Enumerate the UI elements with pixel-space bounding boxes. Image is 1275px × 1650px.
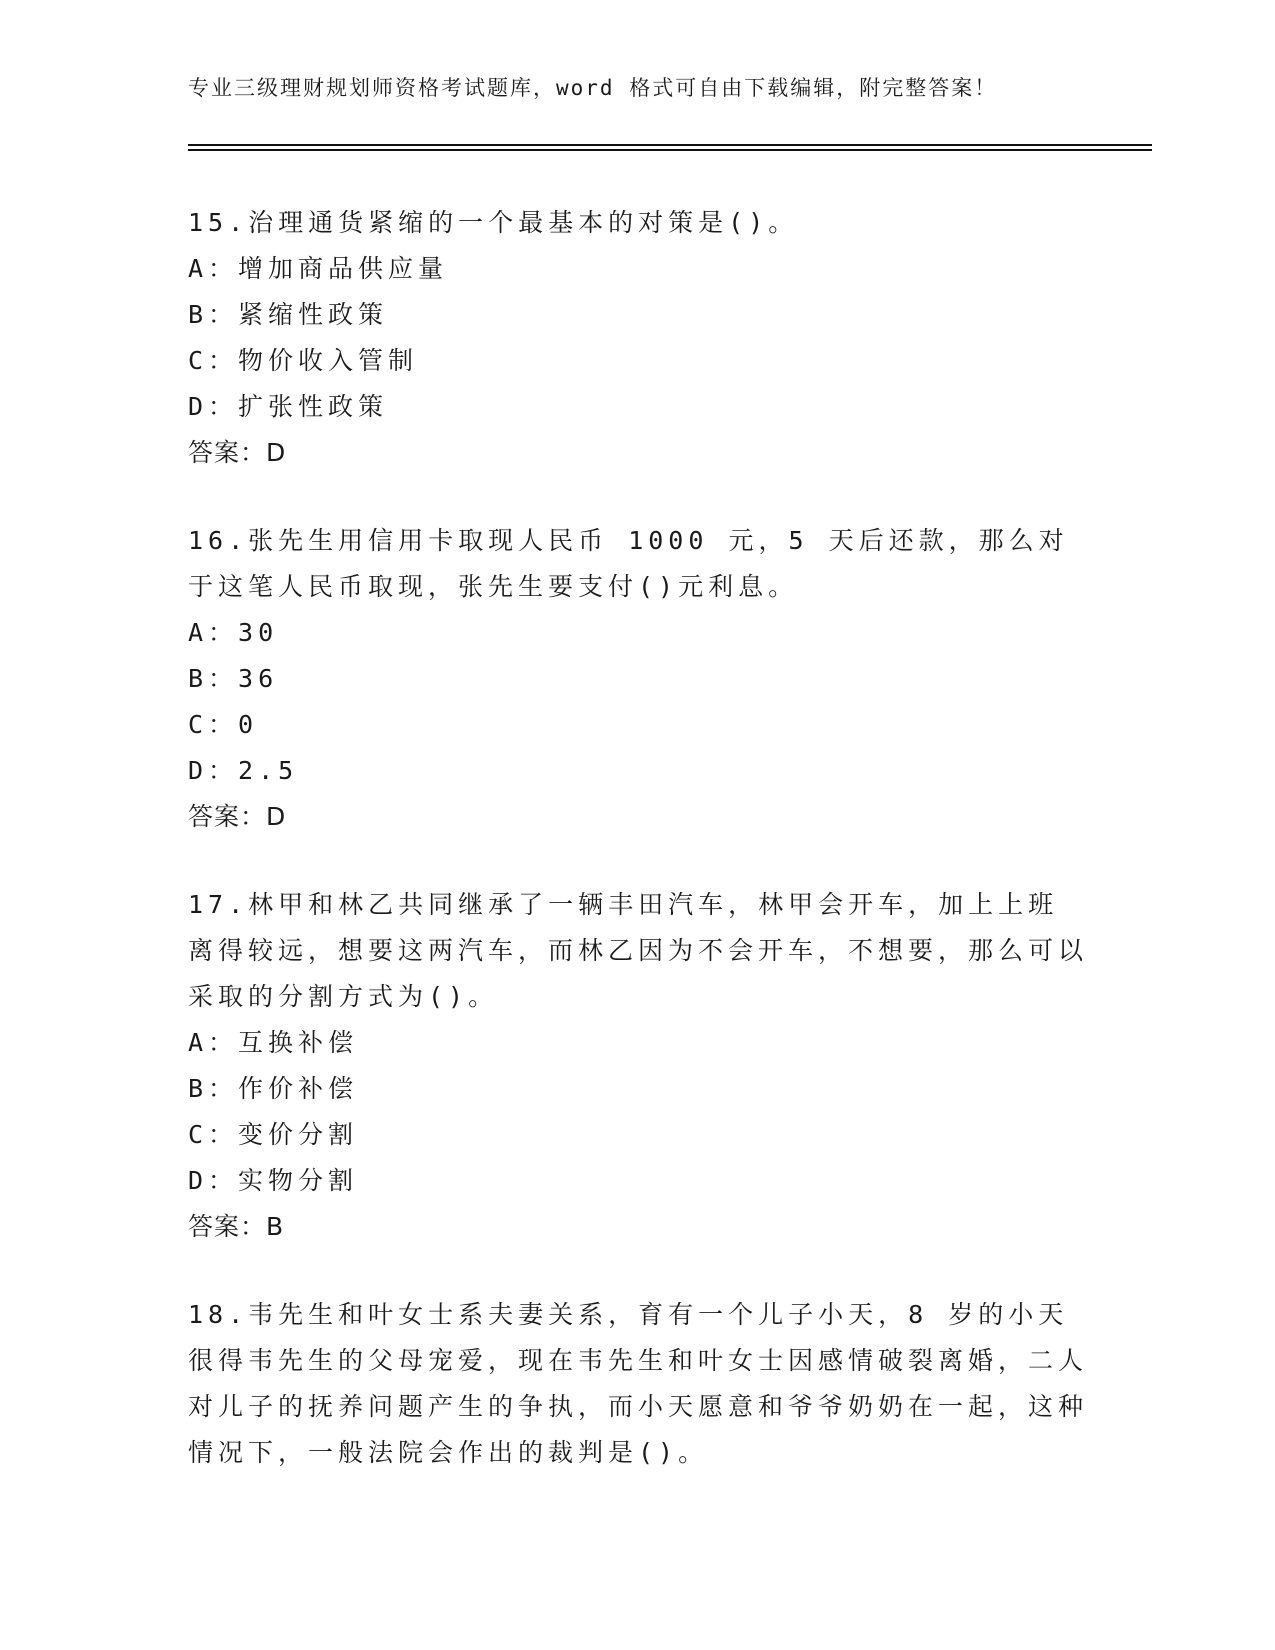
question-text: 18.韦先生和叶女士系夫妻关系，育有一个儿子小天，8 岁的小天很得韦先生的父母宠爱，现在韦先生和叶女士因感情破裂离婚，二人对儿子的抚养问题产生的争执，而小天愿意和爷爷奶奶在一起，这种情况下，一般法院会作出的裁判是()。 <box>188 1300 1089 1467</box>
header-rule-bottom <box>188 149 1152 151</box>
option-a: A：增加商品供应量 <box>188 254 449 283</box>
header-rule-top <box>188 144 1152 146</box>
option-a: A：互换补偿 <box>188 1028 359 1057</box>
question-17 <box>188 882 1088 1250</box>
answer: 答案：D <box>188 802 287 831</box>
question-16 <box>188 518 1088 840</box>
page-header: 专业三级理财规划师资格考试题库，word 格式可自由下载编辑，附完整答案！ <box>188 76 998 100</box>
option-d: D：2.5 <box>188 756 299 785</box>
option-a: A：30 <box>188 618 279 647</box>
question-15 <box>188 200 1088 476</box>
question-text: 16.张先生用信用卡取现人民币 1000 元，5 天后还款，那么对于这笔人民币取现，张先生要支付()元利息。 <box>188 526 1069 601</box>
question-text: 15.治理通货紧缩的一个最基本的对策是()。 <box>188 208 799 237</box>
option-d: D：实物分割 <box>188 1166 359 1195</box>
option-d: D：扩张性政策 <box>188 392 389 421</box>
question-list <box>188 200 1088 1476</box>
option-b: B：紧缩性政策 <box>188 300 389 329</box>
option-c: C：变价分割 <box>188 1120 359 1149</box>
option-b: B：36 <box>188 664 279 693</box>
question-18 <box>188 1292 1088 1476</box>
question-text: 17.林甲和林乙共同继承了一辆丰田汽车，林甲会开车，加上上班离得较远，想要这两汽车，而林乙因为不会开车，不想要，那么可以采取的分割方式为()。 <box>188 890 1089 1011</box>
answer: 答案：B <box>188 1212 285 1241</box>
option-c: C：物价收入管制 <box>188 346 419 375</box>
answer: 答案：D <box>188 438 287 467</box>
option-c: C：0 <box>188 710 259 739</box>
option-b: B：作价补偿 <box>188 1074 359 1103</box>
